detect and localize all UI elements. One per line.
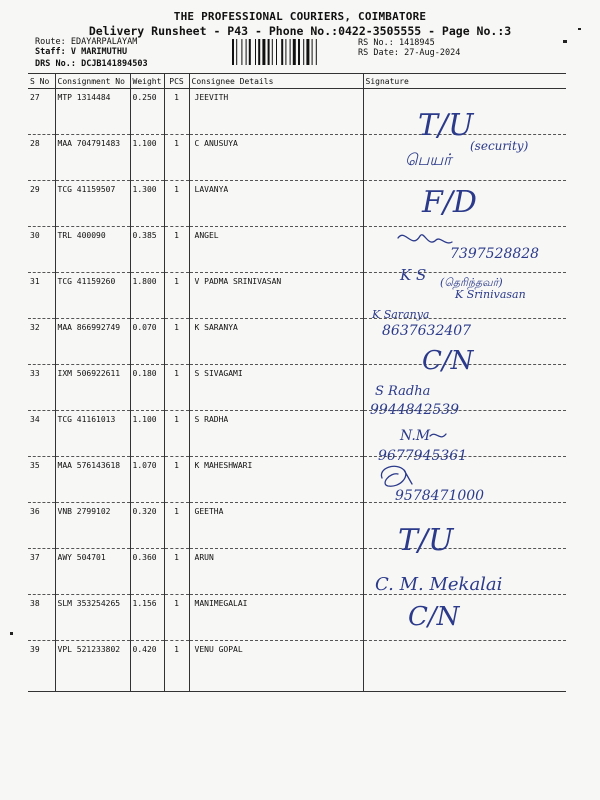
barcode-bar	[272, 39, 273, 65]
cell-consignment: AWY 504701	[55, 549, 130, 595]
route-value: EDAYARPALAYAM	[70, 37, 138, 47]
cell-signature	[363, 549, 566, 595]
cell-pcs: 1	[164, 411, 189, 457]
barcode-bar	[232, 39, 234, 65]
cell-pcs: 1	[164, 641, 189, 692]
cell-consignee: S SIVAGAMI	[189, 365, 363, 411]
drs-line	[35, 59, 148, 69]
cell-pcs: 1	[164, 227, 189, 273]
cell-weight: 1.100	[130, 135, 164, 181]
signature-r34-name: S Radha	[375, 384, 431, 399]
cell-weight: 0.070	[130, 319, 164, 365]
barcode-bar	[293, 39, 296, 65]
signature-r28: பெயர்	[405, 150, 452, 169]
cell-consignment: SLM 353254265	[55, 595, 130, 641]
table-row	[28, 503, 566, 549]
cell-pcs: 1	[164, 595, 189, 641]
drs-value: DCJB141894503	[81, 59, 148, 69]
runsheet-title: Delivery Runsheet - P43 - Phone No.:0422-3505555 - Page No.:3	[88, 24, 512, 38]
cell-consignment: MAA 704791483	[55, 135, 130, 181]
barcode-bar	[249, 39, 251, 65]
cell-sno: 36	[28, 503, 55, 549]
cell-consignment: TCG 41159507	[55, 181, 130, 227]
barcode-bar	[268, 39, 270, 65]
rs-no-label: RS No.:	[358, 38, 394, 48]
barcode-bar	[316, 39, 317, 65]
signature-r33: C/N	[422, 346, 474, 376]
barcode-bar	[276, 39, 277, 65]
staff-value: V MARIMUTHU	[70, 47, 128, 57]
cell-consignee: LAVANYA	[189, 181, 363, 227]
cell-consignee: JEEVITH	[189, 89, 363, 135]
cell-weight: 1.100	[130, 411, 164, 457]
cell-sno: 33	[28, 365, 55, 411]
signature-r29: F/D	[422, 185, 477, 220]
rs-no-line	[358, 38, 435, 48]
barcode-bar	[285, 39, 286, 65]
cell-sno: 28	[28, 135, 55, 181]
barcode-bar	[241, 39, 242, 65]
cell-sno: 32	[28, 319, 55, 365]
cell-sno: 27	[28, 89, 55, 135]
cell-signature	[363, 411, 566, 457]
cell-weight: 1.300	[130, 181, 164, 227]
signature-r31: K S	[400, 266, 427, 284]
table-row	[28, 365, 566, 411]
table-row	[28, 641, 566, 692]
cell-signature	[363, 319, 566, 365]
signature-r38-name: C. M. Mekalai	[375, 574, 503, 595]
col-signature: Signature	[363, 74, 566, 89]
cell-sno: 37	[28, 549, 55, 595]
signature-r32-name: K Saranya	[372, 308, 430, 321]
cell-weight: 1.156	[130, 595, 164, 641]
staff-line	[35, 47, 127, 57]
table-row	[28, 595, 566, 641]
barcode-bar	[262, 39, 265, 65]
cell-signature	[363, 273, 566, 319]
barcode-bar	[255, 39, 256, 65]
cell-pcs: 1	[164, 549, 189, 595]
signature-r35-name: N.M	[400, 428, 431, 444]
cell-consignment: TRL 400090	[55, 227, 130, 273]
signature-r27: T/U	[418, 108, 474, 143]
signature-r31-note: (தெரிந்தவர்)	[440, 276, 503, 289]
cell-sno: 30	[28, 227, 55, 273]
table-header-row	[28, 74, 566, 89]
signature-r37: T/U	[398, 523, 454, 558]
cell-consignee: ANGEL	[189, 227, 363, 273]
barcode-bar	[258, 39, 260, 65]
cell-weight: 0.180	[130, 365, 164, 411]
cell-pcs: 1	[164, 273, 189, 319]
cell-weight: 0.360	[130, 549, 164, 595]
scan-speck	[578, 28, 581, 30]
cell-consignee: K SARANYA	[189, 319, 363, 365]
barcode-image	[232, 39, 350, 65]
cell-consignment: TCG 41161013	[55, 411, 130, 457]
signature-r32-phone: 8637632407	[382, 323, 472, 339]
cell-pcs: 1	[164, 181, 189, 227]
col-weight: Weight	[130, 74, 164, 89]
cell-weight: 0.250	[130, 89, 164, 135]
col-sno: S No	[28, 74, 55, 89]
table-row	[28, 411, 566, 457]
drs-label: DRS No.:	[35, 59, 76, 69]
cell-signature	[363, 181, 566, 227]
cell-pcs: 1	[164, 89, 189, 135]
staff-label: Staff:	[35, 47, 66, 57]
cell-consignee: VENU GOPAL	[189, 641, 363, 692]
cell-consignment: IXM 506922611	[55, 365, 130, 411]
signature-r28-note: (security)	[470, 139, 529, 153]
route-label: Route:	[35, 37, 66, 47]
cell-pcs: 1	[164, 457, 189, 503]
cell-signature	[363, 365, 566, 411]
cell-signature	[363, 595, 566, 641]
table-row	[28, 273, 566, 319]
barcode-bar	[298, 39, 300, 65]
cell-consignment: MAA 576143618	[55, 457, 130, 503]
table-row	[28, 227, 566, 273]
cell-sno: 35	[28, 457, 55, 503]
cell-weight: 1.800	[130, 273, 164, 319]
barcode-bar	[312, 39, 313, 65]
scan-speck	[10, 632, 13, 635]
cell-pcs: 1	[164, 135, 189, 181]
cell-signature	[363, 89, 566, 135]
cell-signature	[363, 227, 566, 273]
table-row	[28, 135, 566, 181]
route-line	[35, 37, 137, 47]
cell-consignee: V PADMA SRINIVASAN	[189, 273, 363, 319]
rs-no-value: 1418945	[398, 38, 435, 48]
company-name: THE PROFESSIONAL COURIERS, COIMBATORE	[173, 10, 427, 23]
cell-consignment: VNB 2799102	[55, 503, 130, 549]
signature-r36-phone: 9578471000	[395, 488, 485, 504]
table-row	[28, 549, 566, 595]
cell-weight: 0.320	[130, 503, 164, 549]
cell-signature	[363, 641, 566, 692]
rs-date-line	[358, 48, 460, 58]
cell-sno: 39	[28, 641, 55, 692]
cell-sno: 29	[28, 181, 55, 227]
table-row	[28, 181, 566, 227]
cell-consignee: C ANUSUYA	[189, 135, 363, 181]
cell-consignee: S RADHA	[189, 411, 363, 457]
cell-weight: 0.385	[130, 227, 164, 273]
rs-date-label: RS Date:	[358, 48, 399, 58]
cell-signature	[363, 503, 566, 549]
col-consignment: Consignment No	[55, 74, 130, 89]
cell-consignee: GEETHA	[189, 503, 363, 549]
cell-pcs: 1	[164, 503, 189, 549]
cell-pcs: 1	[164, 365, 189, 411]
barcode-bar	[246, 39, 247, 65]
table-row	[28, 89, 566, 135]
barcode-bar	[306, 39, 309, 65]
cell-consignee: MANIMEGALAI	[189, 595, 363, 641]
barcode-bar	[236, 39, 237, 65]
scan-speck	[563, 40, 567, 43]
cell-consignment: MAA 866992749	[55, 319, 130, 365]
cell-pcs: 1	[164, 319, 189, 365]
rs-date-value: 27-Aug-2024	[404, 48, 461, 58]
barcode-bar	[281, 39, 283, 65]
cell-consignee: K MAHESHWARI	[189, 457, 363, 503]
col-pcs: PCS	[164, 74, 189, 89]
barcode-bar	[303, 39, 304, 65]
delivery-table	[28, 73, 566, 692]
signature-r30-phone: 7397528828	[450, 246, 540, 262]
cell-sno: 31	[28, 273, 55, 319]
table-row	[28, 457, 566, 503]
signature-r31-name: K Srinivasan	[455, 288, 526, 301]
cell-sno: 38	[28, 595, 55, 641]
signature-r34-phone: 9944842539	[370, 402, 460, 418]
cell-weight: 0.420	[130, 641, 164, 692]
cell-consignee: ARUN	[189, 549, 363, 595]
cell-consignment: VPL 521233802	[55, 641, 130, 692]
cell-consignment: TCG 41159260	[55, 273, 130, 319]
signature-r35-phone: 9677945361	[378, 448, 468, 464]
table-row	[28, 319, 566, 365]
cell-signature	[363, 135, 566, 181]
col-consignee: Consignee Details	[189, 74, 363, 89]
barcode-bar	[290, 39, 291, 65]
cell-consignment: MTP 1314484	[55, 89, 130, 135]
cell-weight: 1.070	[130, 457, 164, 503]
cell-signature	[363, 457, 566, 503]
cell-sno: 34	[28, 411, 55, 457]
signature-r39: C/N	[408, 602, 460, 632]
